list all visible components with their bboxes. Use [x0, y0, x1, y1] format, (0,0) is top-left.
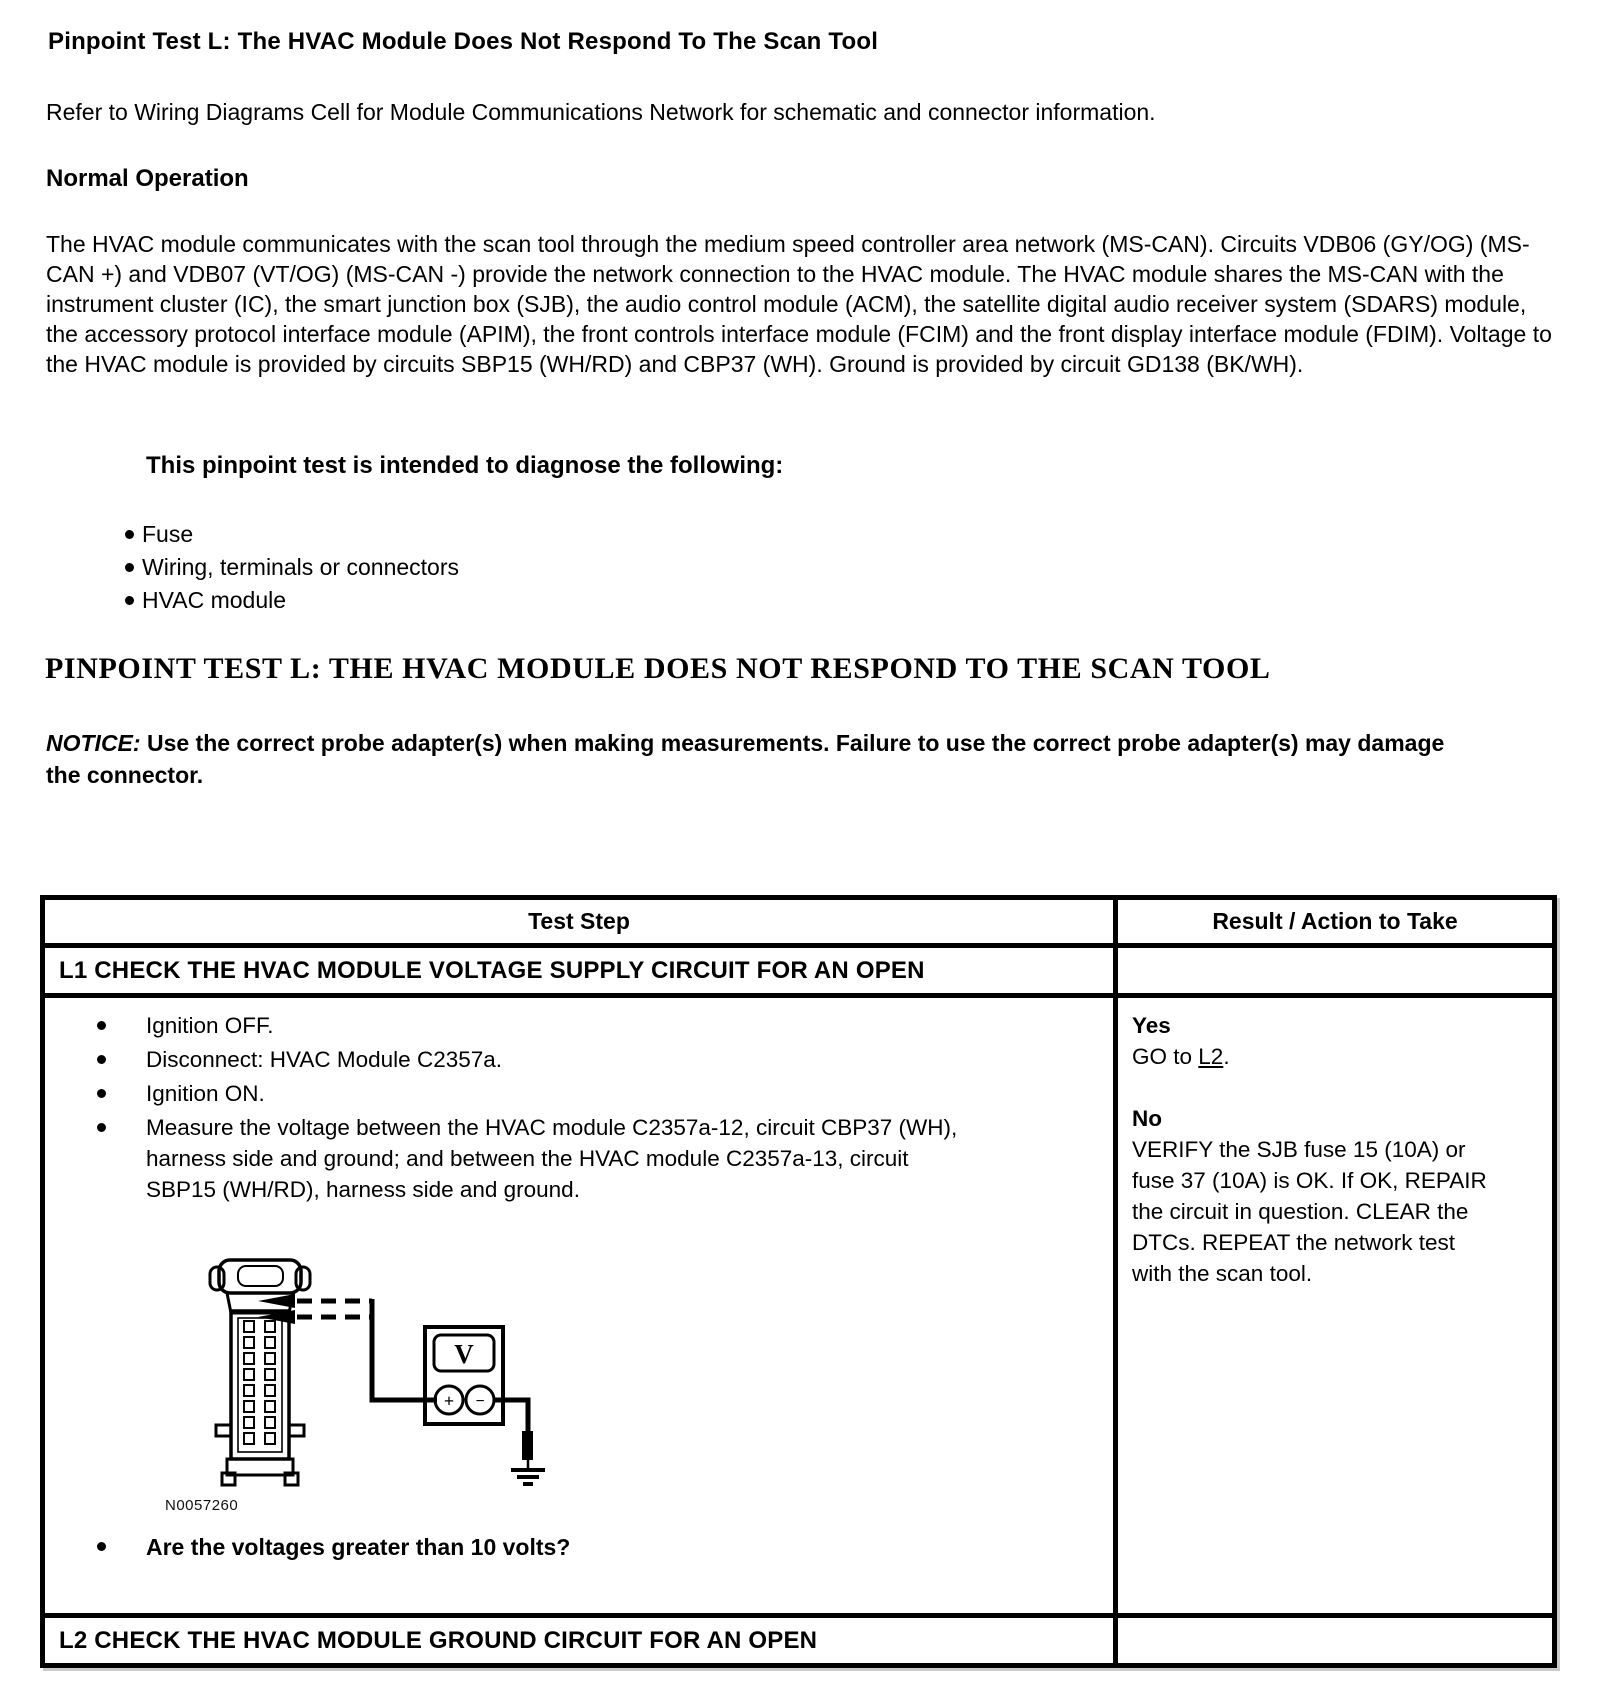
pinpoint-test-table	[40, 895, 1557, 1668]
goto-suffix: .	[1223, 1044, 1230, 1069]
list-item	[51, 1078, 1107, 1109]
voltmeter-display-label: V	[454, 1339, 474, 1369]
bullet-icon	[125, 530, 134, 539]
voltage-test-figure	[51, 1257, 1107, 1514]
list-item	[51, 1010, 1107, 1041]
list-item	[51, 1044, 1107, 1075]
page-title: Pinpoint Test L: The HVAC Module Does Not Respond To The Scan Tool	[48, 28, 879, 55]
notice-paragraph	[46, 727, 1458, 791]
test-lead-wires	[297, 1299, 437, 1400]
list-item	[125, 588, 459, 613]
connector-pins	[244, 1321, 275, 1444]
result-no-label: No	[1132, 1106, 1162, 1131]
list-item-label: Fuse	[142, 521, 194, 547]
plus-terminal-label: +	[443, 1391, 455, 1411]
bullet-icon	[97, 1542, 106, 1551]
notice-label: NOTICE:	[46, 730, 141, 756]
table-row-l1-title	[43, 946, 1555, 996]
bullet-icon	[97, 1055, 106, 1064]
step-text: Disconnect: HVAC Module C2357a.	[146, 1047, 503, 1072]
l2-step-title: L2 CHECK THE HVAC MODULE GROUND CIRCUIT FOR AN OPEN	[43, 1616, 1116, 1666]
l1-title-empty-cell	[1116, 946, 1555, 996]
table-header-row	[43, 898, 1555, 946]
result-yes-action	[1132, 1041, 1540, 1072]
voltmeter-icon	[425, 1327, 503, 1424]
step-text: Ignition OFF.	[146, 1013, 274, 1038]
l1-question	[51, 1532, 1107, 1562]
list-item	[125, 522, 459, 547]
pinpoint-test-heading: PINPOINT TEST L: THE HVAC MODULE DOES NOT RESPOND TO THE SCAN TOOL	[45, 652, 1271, 685]
connector-voltmeter-illustration	[181, 1257, 561, 1495]
l1-step-title: L1 CHECK THE HVAC MODULE VOLTAGE SUPPLY CIRCUIT FOR AN OPEN	[43, 946, 1116, 996]
normal-operation-heading: Normal Operation	[46, 165, 249, 192]
bullet-icon	[97, 1123, 106, 1132]
list-item-label: HVAC module	[142, 587, 287, 613]
l1-result-cell	[1116, 996, 1555, 1616]
bullet-icon	[97, 1089, 106, 1098]
go-to-l2-link[interactable]: L2	[1198, 1044, 1224, 1069]
normal-operation-body: The HVAC module communicates with the scan tool through the medium speed controller area network (MS-CAN). Circuits VDB06 (GY/OG) (MS-CAN +) and VDB07 (VT/OG) (MS-CAN -) provide the network connection to the HVAC module. The HVAC module shares the MS-CAN with the instrument cluster (IC), the smart junction box (SJB), the audio control module (ACM), the satellite digital audio receiver system (SDARS) module, the accessory protocol interface module (APIM), the front controls interface module (FCIM) and the front display interface module (FDIM). Voltage to the HVAC module is provided by circuits SBP15 (WH/RD) and CBP37 (WH). Ground is provided by circuit GD138 (BK/WH).	[46, 231, 1552, 377]
diagnose-heading: This pinpoint test is intended to diagnose the following:	[146, 452, 784, 479]
l1-test-step-cell	[43, 996, 1116, 1616]
question-text: Are the voltages greater than 10 volts?	[146, 1534, 571, 1560]
bullet-icon	[97, 1021, 106, 1030]
list-item	[51, 1112, 1107, 1205]
intro-paragraph: Refer to Wiring Diagrams Cell for Module Communications Network for schematic and connector information.	[46, 99, 1156, 125]
result-no-action: VERIFY the SJB fuse 15 (10A) or fuse 37 (10A) is OK. If OK, REPAIR the circuit in question. CLEAR the DTCs. REPEAT the network test with the scan tool.	[1132, 1137, 1487, 1286]
l2-title-empty-cell	[1116, 1616, 1555, 1666]
table-row-l1-content	[43, 996, 1555, 1616]
minus-terminal-label: −	[475, 1393, 485, 1410]
notice-body: Use the correct probe adapter(s) when making measurements. Failure to use the correct probe adapter(s) may damage the connector.	[46, 730, 1445, 788]
column-header-result: Result / Action to Take	[1116, 898, 1555, 946]
bullet-icon	[125, 596, 134, 605]
l1-step-list	[51, 1010, 1107, 1205]
result-yes-label: Yes	[1132, 1013, 1171, 1038]
bullet-icon	[125, 563, 134, 572]
connector-illustration	[210, 1260, 310, 1485]
list-item	[125, 555, 459, 580]
column-header-test-step: Test Step	[43, 898, 1116, 946]
list-item-label: Wiring, terminals or connectors	[142, 554, 459, 580]
goto-prefix: GO to	[1132, 1044, 1199, 1069]
step-text: Measure the voltage between the HVAC module C2357a-12, circuit CBP37 (WH), harness side and ground; and between the HVAC module C2357a-13, circuit SBP15 (WH/RD), harness side and ground.	[146, 1115, 958, 1202]
table-row-l2-title	[43, 1616, 1555, 1666]
diagnose-list	[125, 522, 459, 621]
figure-number-label: N0057260	[165, 1497, 239, 1514]
step-text: Ignition ON.	[146, 1081, 265, 1106]
